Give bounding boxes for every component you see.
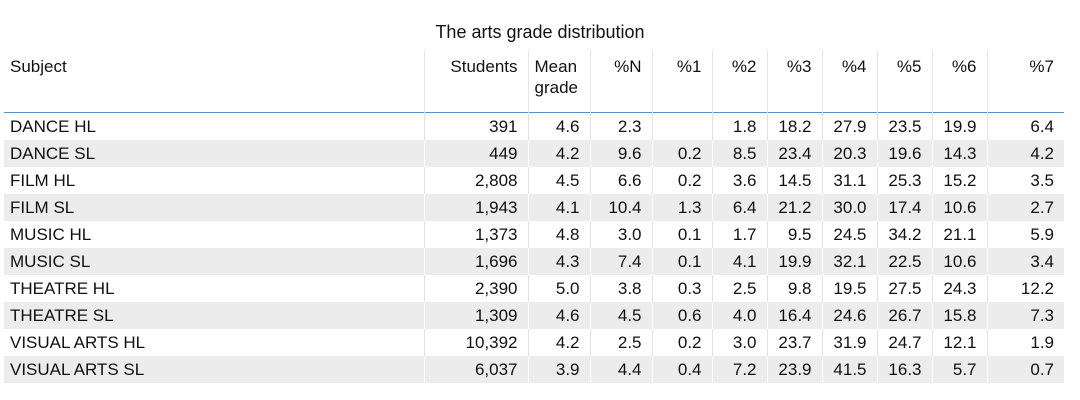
table-row — [4, 302, 1064, 329]
table-row — [4, 194, 1064, 221]
value-cell: 24.7 — [877, 329, 932, 356]
value-cell: 9.6 — [590, 140, 652, 167]
column-header-10: %7 — [987, 50, 1064, 112]
value-cell: 10.6 — [932, 194, 987, 221]
value-cell: 4.6 — [528, 302, 590, 329]
value-cell: 5.9 — [987, 221, 1064, 248]
header-row — [4, 50, 1064, 112]
value-cell: 2.3 — [590, 112, 652, 140]
subject-cell: VISUAL ARTS HL — [10, 332, 146, 352]
value-cell: 24.6 — [822, 302, 877, 329]
value-cell: 1.3 — [652, 194, 712, 221]
value-cell: 23.5 — [877, 112, 932, 140]
value-cell: 12.2 — [987, 275, 1064, 302]
value-cell: 6.4 — [712, 194, 767, 221]
value-cell: 30.0 — [822, 194, 877, 221]
value-cell: 16.4 — [767, 302, 822, 329]
column-header-4: %1 — [652, 50, 712, 112]
column-header-8: %5 — [877, 50, 932, 112]
column-header-1: Students — [424, 50, 528, 112]
value-cell: 10.4 — [590, 194, 652, 221]
value-cell: 19.5 — [822, 275, 877, 302]
value-cell: 0.2 — [652, 140, 712, 167]
value-cell: 0.1 — [652, 221, 712, 248]
value-cell: 391 — [424, 112, 528, 140]
column-header-2: Mean grade — [528, 50, 590, 112]
column-header-subject: Subject — [10, 57, 67, 76]
value-cell: 34.2 — [877, 221, 932, 248]
value-cell: 4.0 — [712, 302, 767, 329]
value-cell: 9.5 — [767, 221, 822, 248]
value-cell: 4.1 — [528, 194, 590, 221]
table-title: The arts grade distribution — [435, 22, 645, 42]
value-cell: 24.3 — [932, 275, 987, 302]
column-header-5: %2 — [712, 50, 767, 112]
value-cell: 4.6 — [528, 112, 590, 140]
value-cell: 41.5 — [822, 356, 877, 383]
value-cell: 2,808 — [424, 167, 528, 194]
value-cell: 18.2 — [767, 112, 822, 140]
value-cell: 20.3 — [822, 140, 877, 167]
table-row — [4, 140, 1064, 167]
subject-cell: MUSIC SL — [10, 251, 91, 271]
value-cell: 3.6 — [712, 167, 767, 194]
value-cell: 0.6 — [652, 302, 712, 329]
value-cell: 0.2 — [652, 329, 712, 356]
value-cell: 7.4 — [590, 248, 652, 275]
table-row — [4, 167, 1064, 194]
value-cell: 3.0 — [590, 221, 652, 248]
value-cell: 1.7 — [712, 221, 767, 248]
value-cell: 4.1 — [712, 248, 767, 275]
value-cell: 7.3 — [987, 302, 1064, 329]
value-cell: 12.1 — [932, 329, 987, 356]
value-cell: 22.5 — [877, 248, 932, 275]
value-cell: 7.2 — [712, 356, 767, 383]
value-cell: 31.1 — [822, 167, 877, 194]
value-cell: 3.0 — [712, 329, 767, 356]
value-cell: 23.9 — [767, 356, 822, 383]
table-row — [4, 221, 1064, 248]
value-cell: 3.8 — [590, 275, 652, 302]
value-cell: 4.2 — [528, 329, 590, 356]
subject-cell: DANCE SL — [10, 143, 96, 163]
value-cell: 24.5 — [822, 221, 877, 248]
value-cell: 3.5 — [987, 167, 1064, 194]
value-cell: 4.2 — [528, 140, 590, 167]
subject-cell: THEATRE SL — [10, 305, 114, 325]
value-cell: 4.3 — [528, 248, 590, 275]
value-cell: 8.5 — [712, 140, 767, 167]
value-cell: 1,309 — [424, 302, 528, 329]
value-cell: 25.3 — [877, 167, 932, 194]
value-cell: 5.7 — [932, 356, 987, 383]
subject-cell: FILM HL — [10, 170, 76, 190]
column-header-7: %4 — [822, 50, 877, 112]
value-cell: 9.8 — [767, 275, 822, 302]
subject-cell: FILM SL — [10, 197, 75, 217]
value-cell: 27.5 — [877, 275, 932, 302]
table-row — [4, 275, 1064, 302]
value-cell: 31.9 — [822, 329, 877, 356]
value-cell — [652, 112, 712, 140]
value-cell: 0.7 — [987, 356, 1064, 383]
column-header-3: %N — [590, 50, 652, 112]
subject-cell: MUSIC HL — [10, 224, 92, 244]
value-cell: 17.4 — [877, 194, 932, 221]
value-cell: 3.4 — [987, 248, 1064, 275]
table-row — [4, 329, 1064, 356]
value-cell: 3.9 — [528, 356, 590, 383]
value-cell: 2.5 — [712, 275, 767, 302]
value-cell: 10,392 — [424, 329, 528, 356]
value-cell: 4.5 — [590, 302, 652, 329]
table-row — [4, 112, 1064, 140]
table-row — [4, 248, 1064, 275]
value-cell: 19.6 — [877, 140, 932, 167]
subject-cell: THEATRE HL — [10, 278, 115, 298]
value-cell: 32.1 — [822, 248, 877, 275]
value-cell: 4.2 — [987, 140, 1064, 167]
value-cell: 5.0 — [528, 275, 590, 302]
value-cell: 0.1 — [652, 248, 712, 275]
value-cell: 23.4 — [767, 140, 822, 167]
value-cell: 1,373 — [424, 221, 528, 248]
value-cell: 19.9 — [767, 248, 822, 275]
value-cell: 4.4 — [590, 356, 652, 383]
value-cell: 2,390 — [424, 275, 528, 302]
value-cell: 6.6 — [590, 167, 652, 194]
value-cell: 2.7 — [987, 194, 1064, 221]
value-cell: 14.5 — [767, 167, 822, 194]
value-cell: 1,943 — [424, 194, 528, 221]
value-cell: 0.2 — [652, 167, 712, 194]
value-cell: 21.2 — [767, 194, 822, 221]
value-cell: 449 — [424, 140, 528, 167]
value-cell: 27.9 — [822, 112, 877, 140]
value-cell: 19.9 — [932, 112, 987, 140]
value-cell: 6.4 — [987, 112, 1064, 140]
value-cell: 1,696 — [424, 248, 528, 275]
value-cell: 0.4 — [652, 356, 712, 383]
subject-cell: VISUAL ARTS SL — [10, 359, 145, 379]
value-cell: 21.1 — [932, 221, 987, 248]
grade-distribution-table — [4, 50, 1064, 383]
value-cell: 10.6 — [932, 248, 987, 275]
value-cell: 16.3 — [877, 356, 932, 383]
table-row — [4, 356, 1064, 383]
value-cell: 23.7 — [767, 329, 822, 356]
subject-cell: DANCE HL — [10, 116, 96, 136]
value-cell: 6,037 — [424, 356, 528, 383]
value-cell: 15.2 — [932, 167, 987, 194]
value-cell: 26.7 — [877, 302, 932, 329]
value-cell: 2.5 — [590, 329, 652, 356]
value-cell: 4.8 — [528, 221, 590, 248]
value-cell: 1.8 — [712, 112, 767, 140]
value-cell: 15.8 — [932, 302, 987, 329]
value-cell: 0.3 — [652, 275, 712, 302]
value-cell: 4.5 — [528, 167, 590, 194]
column-header-9: %6 — [932, 50, 987, 112]
value-cell: 14.3 — [932, 140, 987, 167]
value-cell: 1.9 — [987, 329, 1064, 356]
column-header-6: %3 — [767, 50, 822, 112]
